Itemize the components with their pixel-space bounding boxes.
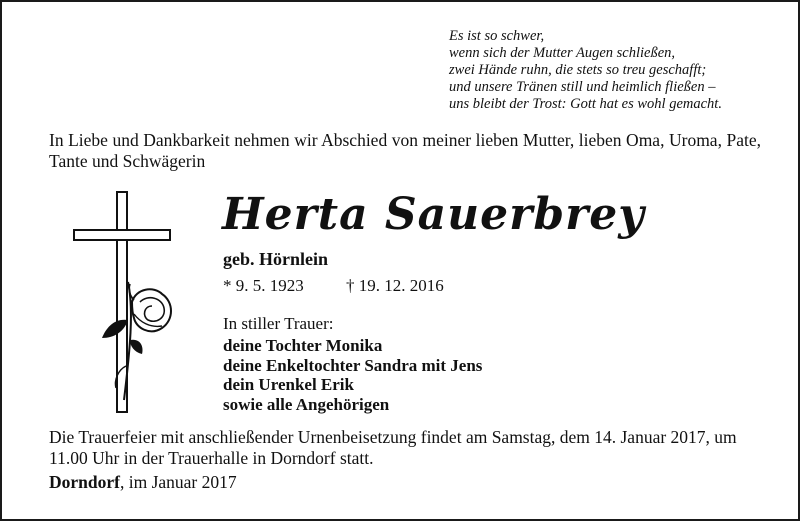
mourner: deine Enkeltochter Sandra mit Jens xyxy=(223,355,483,375)
poem-line: uns bleibt der Trost: Gott hat es wohl gemacht. xyxy=(449,96,722,112)
intro-text: In Liebe und Dankbarkeit nehmen wir Abschied von meiner lieben Mutter, lieben Oma, Uroma, Pate, Tante und Schwägerin xyxy=(49,130,761,171)
deceased-name: Herta Sauerbrey xyxy=(222,189,645,240)
life-dates xyxy=(223,275,444,297)
signoff-place: Dorndorf xyxy=(49,472,120,492)
signoff-date: , im Januar 2017 xyxy=(119,472,237,492)
birth-name: geb. Hörnlein xyxy=(223,249,329,269)
poem-line: zwei Hände ruhn, die stets so treu geschafft; xyxy=(449,62,707,78)
mourner: sowie alle Angehörigen xyxy=(223,394,390,414)
poem-line: und unsere Tränen still und heimlich fließen – xyxy=(449,79,716,95)
mourners-list xyxy=(223,336,482,414)
funeral-notice: Die Trauerfeier mit anschließender Urnenbeisetzung findet am Samstag, dem 14. Januar 2017, um 11.00 Uhr in der Trauerhalle in Dorndorf statt. xyxy=(49,427,737,468)
signoff xyxy=(49,472,237,493)
cross-with-rose-icon xyxy=(70,190,190,420)
mourner: dein Urenkel Erik xyxy=(223,375,354,394)
poem xyxy=(449,28,779,113)
mourning-label: In stiller Trauer: xyxy=(223,314,334,333)
birth-date: * 9. 5. 1923 xyxy=(223,276,304,295)
poem-line: wenn sich der Mutter Augen schließen, xyxy=(449,45,676,61)
mourner: deine Tochter Monika xyxy=(223,336,383,355)
poem-line: Es ist so schwer, xyxy=(449,28,545,44)
death-date: † 19. 12. 2016 xyxy=(346,276,444,295)
